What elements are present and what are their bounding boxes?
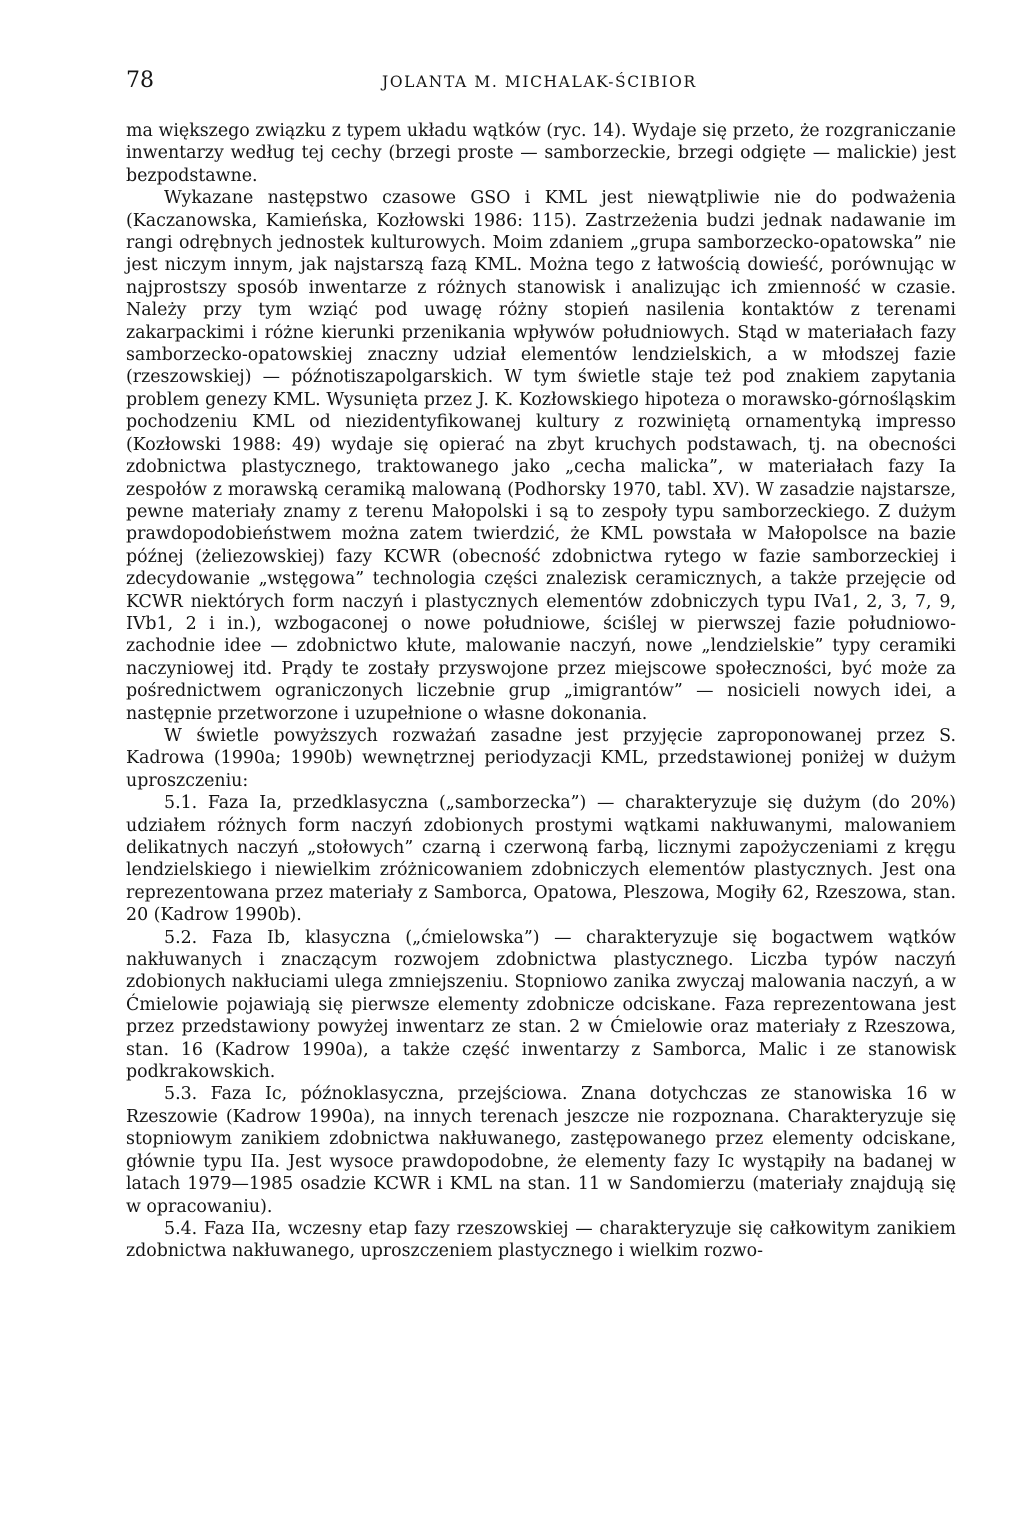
paragraph-continued: ma większego związku z typem układu wątków (ryc. 14). Wydaje się przeto, że rozgraniczanie inwentarzy według tej cechy (brzegi proste — samborzeckie, brzegi odgięte — malickie) jest bezpodstawne. — [126, 121, 956, 186]
paragraph: Wykazane następstwo czasowe GSO i KML jest niewątpliwie nie do podważenia (Kaczanowska, Kamieńska, Kozłowski 1986: 115). Zastrzeżenia budzi jednak nadawanie im rangi odrębnych jednostek kulturowych. Moim zdaniem „grupa samborzecko-opatowska” nie jest niczym innym, jak najstarszą fazą KML. Można tego z łatwością dowieść, porównując w najprostszy sposób inwentarze z różnych stanowisk i analizując ich zmienność w czasie. Należy przy tym wziąć pod uwagę różny stopień nasilenia kontaktów z terenami zakarpackimi i różne kierunki przenikania wpływów południowych. Stąd w materiałach fazy samborzecko-opatowskiej znaczny udział elementów lendzielskich, a w młodszej fazie (rzeszowskiej) — późnotiszapolgarskich. W tym świetle staje też pod znakiem zapytania problem genezy KML. Wysunięta przez J. K. Kozłowskiego hipoteza o morawsko-górnośląskim pochodzeniu KML od niezidentyfikowanej kultury z rozwiniętą ornamentyką impresso (Kozłowski 1988: 49) wydaje się opierać na zbyt kruchych podstawach, tj. na obecności zdobnictwa plastycznego, traktowanego jako „cecha malicka”, w materiałach fazy Ia zespołów z morawską ceramiką malowaną (Podhorsky 1970, tabl. XV). W zasadzie najstarsze, pewne materiały znamy z terenu Małopolski i są to zespoły typu samborzeckiego. Z dużym prawdopodobieństwem można zatem twierdzić, że KML powstała w Małopolsce na bazie późnej (żeliezowskiej) fazy KCWR (obecność zdobnictwa rytego w fazie samborzeckiej i zdecydowanie „wstęgowa” technologia części znalezisk ceramicznych, a także przejęcie od KCWR niektórych form naczyń i plastycznych elementów zdobniczych typu IVa1, 2, 3, 7, 9, IVb1, 2 i in.), wzbogaconej o nowe południowe, ściślej w pierwszej fazie południowo-zachodnie idee — zdobnictwo kłute, malowanie naczyń, nowe „lendzielskie” typy ceramiki naczyniowej itd. Prądy te zostały przyswojone przez miejscowe społeczności, być może za pośrednictwem ograniczonych liczebnie grup „imigrantów” — nosicieli nowych idei, a następnie przetworzone i uzupełnione o własne dokonania. — [126, 188, 956, 724]
list-item-phase: 5.3. Faza Ic, późnoklasyczna, przejściowa. Znana dotychczas ze stanowiska 16 w Rzeszowie (Kadrow 1990a), na innych terenach jeszcze nie rozpoznana. Charakteryzuje się stopniowym zanikiem zdobnictwa nakłuwanego, zastępowanego przez elementy odciskane, głównie typu IIa. Jest wysoce prawdopodobne, że elementy fazy Ic wystąpiły na badanej w latach 1979—1985 osadzie KCWR i KML na stan. 11 w Sandomierzu (materiały znajdują się w opracowaniu). — [126, 1084, 956, 1217]
paragraph: W świetle powyższych rozważań zasadne jest przyjęcie zaproponowanej przez S. Kadrowa (1990a; 1990b) wewnętrznej periodyzacji KML, przedstawionej poniżej w dużym uproszczeniu: — [126, 725, 956, 791]
list-item-phase: 5.2. Faza Ib, klasyczna („ćmielowska”) — charakteryzuje się bogactwem wątków nakłuwanych i znaczącym rozwojem zdobnictwa plastycznego. Liczba typów naczyń zdobionych nakłuciami ulega zmniejszeniu. Stopniowo zanika zwyczaj malowania naczyń, a w Ćmielowie pojawiają się pierwsze elementy zdobnicze odciskane. Faza reprezentowana jest przez przedstawiony powyżej inwentarz ze stan. 2 w Ćmielowie oraz materiały z Rzeszowa, stan. 16 (Kadrow 1990a), a także część inwentarzy z Samborca, Malic i ze stanowisk podkrakowskich. — [126, 927, 956, 1083]
body-text — [126, 120, 956, 1263]
running-title: JOLANTA M. MICHALAK-ŚCIBIOR — [382, 73, 697, 91]
list-item-phase: 5.4. Faza IIa, wczesny etap fazy rzeszowskiej — charakteryzuje się całkowitym zanikiem zdobnictwa nakłuwanego, uproszczeniem plastycznego i wielkim rozwo- — [126, 1218, 956, 1262]
list-item-phase: 5.1. Faza Ia, przedklasyczna („samborzecka”) — charakteryzuje się dużym (do 20%) udziałem różnych form naczyń zdobionych prostymi wątkami nakłuwanymi, malowaniem delikatnych naczyń „stołowych” czarną i czerwoną farbą, licznymi zapożyczeniami z kręgu lendzielskiego i niewielkim zróżnicowaniem zdobniczych elementów plastycznych. Jest ona reprezentowana przez materiały z Samborca, Opatowa, Pleszowa, Mogiły 62, Rzeszowa, stan. 20 (Kadrow 1990b). — [126, 793, 956, 926]
page-header — [126, 68, 956, 98]
page-number: 78 — [126, 68, 154, 93]
